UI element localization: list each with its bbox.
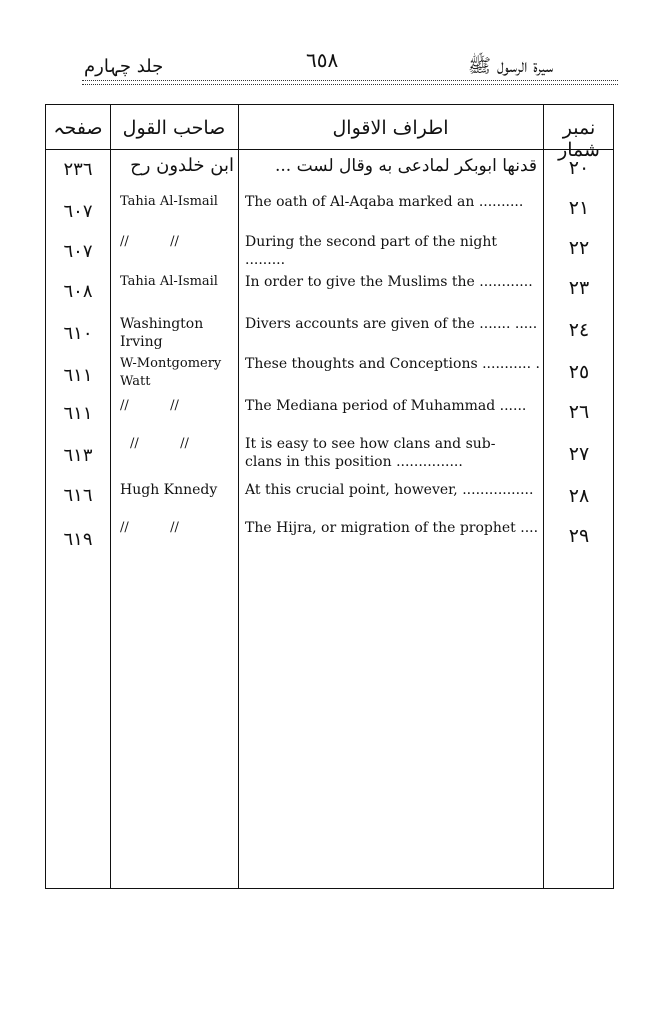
row-number: ٢٠ — [568, 157, 590, 179]
row-author: // // — [120, 520, 179, 535]
row-page: ٦١١ — [63, 403, 93, 424]
row-number: ٢٧ — [568, 443, 590, 465]
row-text: During the second part of the night ......... — [245, 234, 497, 268]
row-page: ٦٠٧ — [63, 241, 93, 262]
col-header-page: صفحہ — [53, 117, 103, 139]
row-author: ابن خلدون رح — [130, 155, 234, 176]
row-number: ٢٩ — [568, 525, 590, 547]
row-text: These thoughts and Conceptions ........... . — [245, 356, 540, 372]
page-number: ٦٥٨ — [306, 48, 339, 72]
volume-label: جلد چہارم — [84, 56, 164, 77]
row-number: ٢٣ — [568, 277, 590, 299]
row-author: Tahia Al-Ismail — [120, 194, 218, 209]
row-page: ٢٣٦ — [63, 159, 93, 180]
row-author: W-Montgomery Watt — [120, 356, 222, 389]
row-number: ٢٨ — [568, 485, 590, 507]
row-author: // // — [130, 436, 189, 451]
header-rule — [82, 80, 618, 81]
row-page: ٦١٠ — [63, 323, 93, 344]
row-text: Divers accounts are given of the ....... ..... — [245, 316, 538, 332]
row-author: Tahia Al-Ismail — [120, 274, 218, 289]
row-text: The oath of Al-Aqaba marked an .......... — [245, 194, 524, 210]
row-number: ٢٤ — [568, 319, 590, 341]
page-header — [0, 0, 650, 90]
row-page: ٦٠٧ — [63, 201, 93, 222]
row-number: ٢٢ — [568, 237, 590, 259]
row-page: ٦١١ — [63, 365, 93, 386]
row-text: قدنها ابوبکر لمادعی به وقال لست ... — [275, 156, 537, 176]
row-text: It is easy to see how clans and sub-clans in this position ............... — [245, 436, 496, 470]
row-page: ٦١٣ — [63, 445, 93, 466]
row-text: The Mediana period of Muhammad ...... — [245, 398, 527, 414]
row-page: ٦١٦ — [63, 485, 93, 506]
column-divider — [238, 105, 239, 888]
col-header-number: نمبر شمار — [558, 117, 600, 161]
row-author: Hugh Knnedy — [120, 482, 218, 498]
row-number: ٢٥ — [568, 361, 590, 383]
row-author: // // — [120, 398, 179, 413]
row-author: Washington Irving — [120, 316, 204, 350]
col-header-text: اطراف الاقوال — [332, 117, 449, 139]
row-text: At this crucial point, however, ................ — [245, 482, 534, 498]
col-header-author: صاحب القول — [122, 117, 226, 139]
index-table — [45, 104, 614, 889]
row-number: ٢٦ — [568, 401, 590, 423]
row-page: ٦١٩ — [63, 529, 93, 550]
row-text: The Hijra, or migration of the prophet .... — [245, 520, 539, 536]
header-row-divider — [46, 149, 613, 150]
row-author: // // — [120, 234, 179, 249]
row-text: In order to give the Muslims the ............ — [245, 274, 533, 290]
row-page: ٦٠٨ — [63, 281, 93, 302]
book-title: سیرۃ الرسول ﷺ — [468, 55, 554, 77]
header-rule-2 — [82, 84, 618, 85]
row-number: ٢١ — [568, 197, 590, 219]
column-divider — [110, 105, 111, 888]
